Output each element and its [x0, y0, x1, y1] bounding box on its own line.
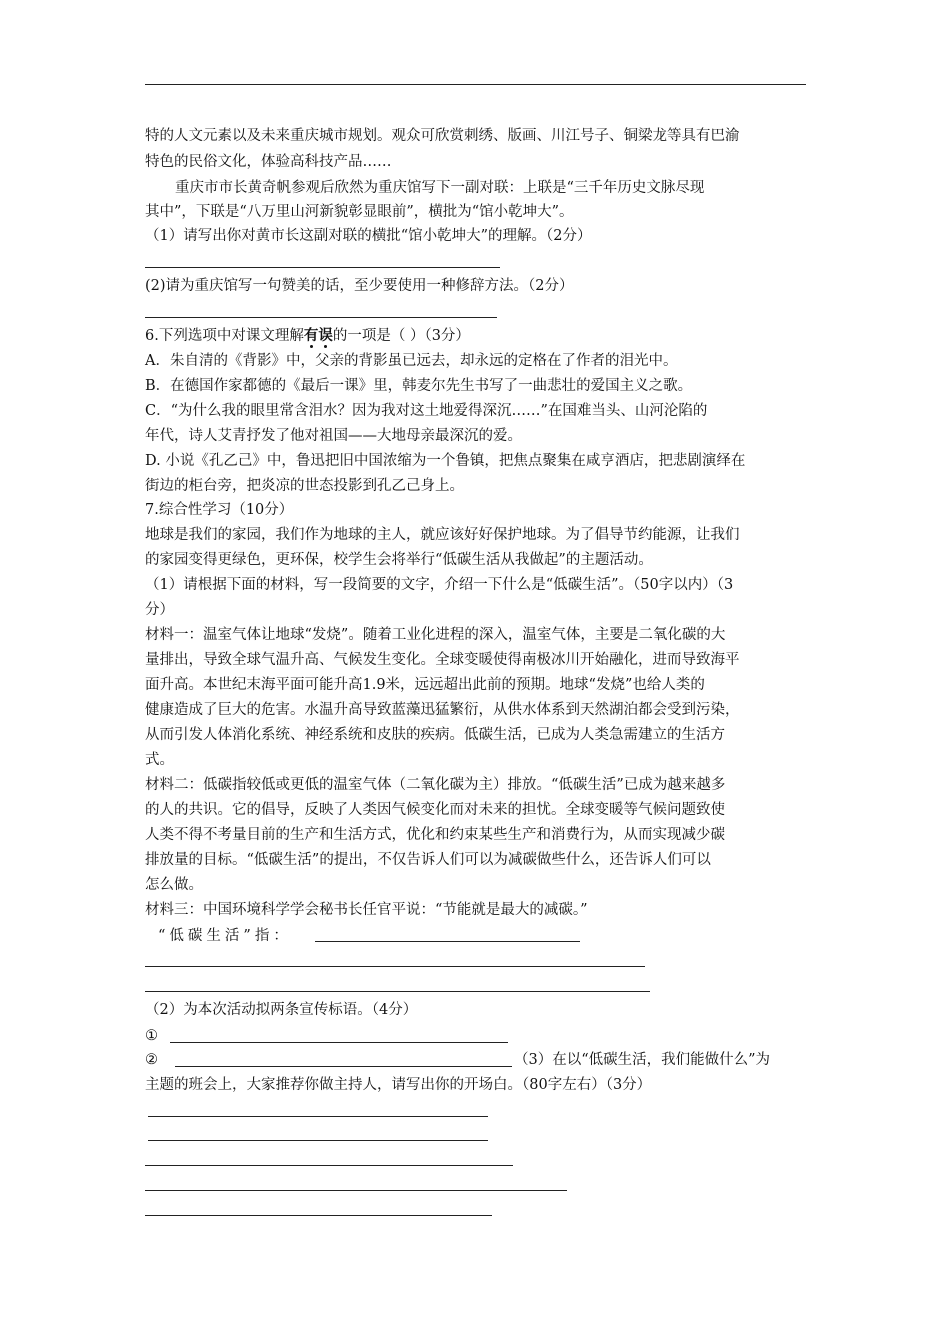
intro-line-3: 重庆市市长黄奇帆参观后欣然为重庆馆写下一副对联：上联是“三千年历史文脉尽现	[175, 180, 705, 196]
header-rule	[145, 84, 806, 85]
slogan-answer-line-1[interactable]	[170, 1042, 508, 1043]
slogan-answer-line-2[interactable]	[175, 1066, 512, 1067]
q7-part3-line2: 主题的班会上，大家推荐你做主持人，请写出你的开场白。（80字左右）（3分）	[145, 1077, 652, 1093]
q6-stem	[145, 326, 470, 346]
opening-answer-line[interactable]	[145, 1215, 492, 1216]
material2-line: 的人的共识。它的倡导，反映了人类因气候变化而对未来的担忧。全球变暖等气候问题致使	[145, 802, 725, 818]
q6-stem-a: 6.下列选项中对课文理解	[145, 328, 304, 344]
q6-stem-emph-wu: 误	[318, 327, 333, 344]
q7-part3-line1: （3）在以“低碳生活，我们能做什么”为	[514, 1052, 771, 1068]
opening-answer-line[interactable]	[145, 1165, 513, 1166]
q5-part1-answer-line[interactable]	[145, 267, 500, 268]
slogan-marker-1: ①	[145, 1028, 158, 1044]
q6-option-c-line1: C．“为什么我的眼里常含泪水？因为我对这土地爱得深沉……”在国难当头、山河沦陷的	[145, 403, 708, 419]
definition-answer-line[interactable]	[315, 941, 580, 942]
opening-answer-line[interactable]	[148, 1140, 488, 1141]
low-carbon-definition-label: “低碳生活”指：	[158, 928, 292, 944]
material1-line: 式。	[145, 752, 174, 768]
material3-line: 材料三：中国环境科学学会秘书长任官平说：“节能就是最大的减碳。”	[145, 902, 588, 918]
q7-part1-line2: 分）	[145, 602, 174, 618]
definition-answer-line[interactable]	[145, 966, 645, 967]
q5-part2: (2)请为重庆馆写一句赞美的话，至少要使用一种修辞方法。（2分）	[145, 278, 574, 294]
q7-intro-line2: 的家园变得更绿色，更环保，校学生会将举行“低碳生活从我做起”的主题活动。	[145, 552, 653, 568]
q7-intro-line1: 地球是我们的家园，我们作为地球的主人，就应该好好保护地球。为了倡导节约能源，让我们	[145, 527, 740, 543]
material1-line: 从而引发人体消化系统、神经系统和皮肤的疾病。低碳生活，已成为人类急需建立的生活方	[145, 727, 725, 743]
material1-line: 材料一：温室气体让地球“发烧”。随着工业化进程的深入，温室气体，主要是二氧化碳的大	[145, 627, 726, 643]
q7-part1-line1: （1）请根据下面的材料，写一段简要的文字，介绍一下什么是“低碳生活”。（50字以内）（3	[145, 577, 734, 593]
intro-line-4: 其中”，下联是“八万里山河新貌彰显眼前”，横批为“馆小乾坤大”。	[145, 204, 574, 220]
q6-option-d-line1: D. 小说《孔乙己》中，鲁迅把旧中国浓缩为一个鲁镇，把焦点聚集在咸亨酒店，把悲剧演绎在	[145, 453, 746, 469]
q6-stem-b: 的一项是（ ）（3分）	[332, 328, 470, 344]
q6-option-a: A．朱自清的《背影》中，父亲的背影虽已远去，却永远的定格在了作者的泪光中。	[145, 353, 678, 369]
q6-stem-emph-you: 有	[303, 327, 319, 344]
material2-line: 排放量的目标。“低碳生活”的提出，不仅告诉人们可以为减碳做些什么，还告诉人们可以	[145, 852, 711, 868]
q5-part1: （1）请写出你对黄市长这副对联的横批“馆小乾坤大”的理解。（2分）	[145, 228, 592, 244]
material2-line: 材料二：低碳指较低或更低的温室气体（二氧化碳为主）排放。“低碳生活”已成为越来越多	[145, 777, 726, 793]
q7-part2: （2）为本次活动拟两条宣传标语。（4分）	[145, 1002, 418, 1018]
intro-line-2: 特色的民俗文化，体验高科技产品……	[145, 154, 392, 170]
definition-answer-line[interactable]	[145, 991, 650, 992]
material2-line: 怎么做。	[145, 877, 203, 893]
opening-answer-line[interactable]	[148, 1116, 488, 1117]
slogan-marker-2: ②	[145, 1052, 158, 1068]
q7-title: 7.综合性学习（10分）	[145, 502, 294, 518]
q6-option-d-line2: 街边的柜台旁，把炎凉的世态投影到孔乙己身上。	[145, 478, 464, 494]
q5-part2-answer-line[interactable]	[145, 317, 497, 318]
q6-option-c-line2: 年代，诗人艾青抒发了他对祖国——大地母亲最深沉的爱。	[145, 428, 522, 444]
opening-answer-line[interactable]	[145, 1190, 567, 1191]
material1-line: 面升高。本世纪末海平面可能升高1.9米，远远超出此前的预期。地球“发烧”也给人类的	[145, 677, 705, 693]
material1-line: 健康造成了巨大的危害。水温升高导致蓝藻迅猛繁衍，从供水体系到天然湖泊都会受到污染，	[145, 702, 740, 718]
material1-line: 量排出，导致全球气温升高、气候发生变化。全球变暖使得南极冰川开始融化，进而导致海平	[145, 652, 740, 668]
q6-option-b: B．在德国作家都德的《最后一课》里，韩麦尔先生书写了一曲悲壮的爱国主义之歌。	[145, 378, 693, 394]
intro-line-1: 特的人文元素以及未来重庆城市规划。观众可欣赏刺绣、版画、川江号子、铜梁龙等具有巴渝	[145, 128, 740, 144]
material2-line: 人类不得不考量目前的生产和生活方式，优化和约束某些生产和消费行为，从而实现减少碳	[145, 827, 725, 843]
